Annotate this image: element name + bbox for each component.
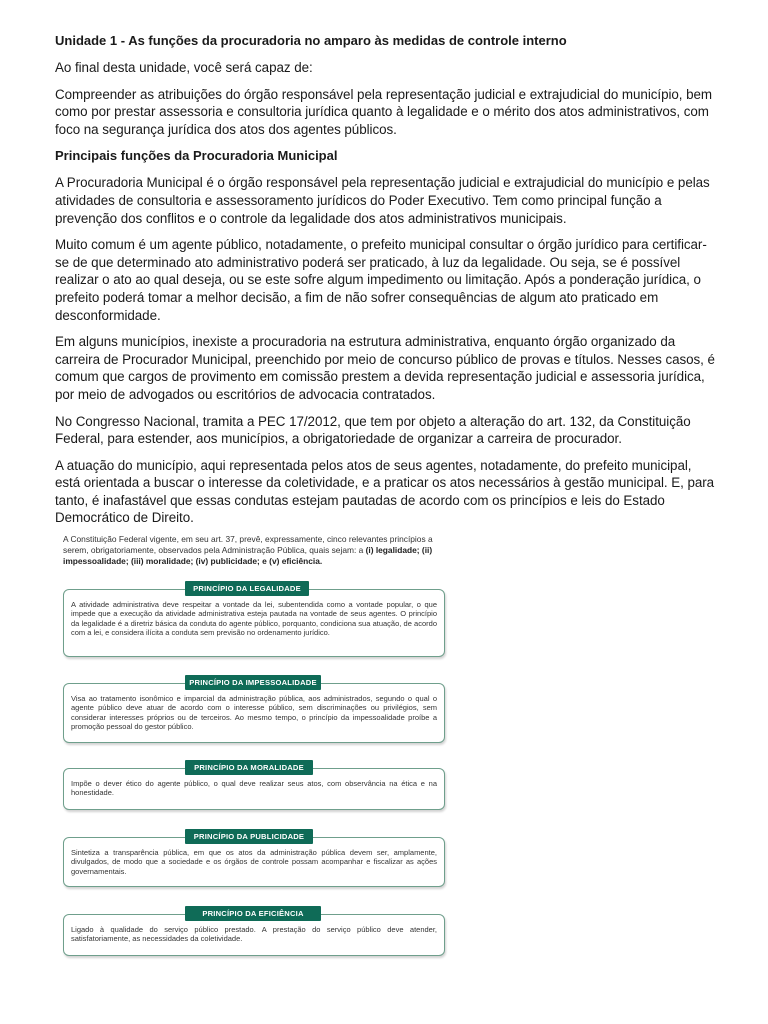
principle-title: PRINCÍPIO DA MORALIDADE (185, 760, 313, 775)
paragraph: Muito comum é um agente público, notadamente, o prefeito municipal consultar o órgão jurídico para certificar-se de que determinado ato administrativo poderá ser praticado, à luz da legalidade. Ou seja, se é possível realizar o ato ao qual deseja, ou se este sofre algum impedimento ou limitação. Após a ponderação jurídica, o prefeito poderá tomar a melhor decisão, a fim de não sofrer consequências de algum ato praticado em desconformidade. (55, 237, 707, 323)
paragraph: No Congresso Nacional, tramita a PEC 17/2012, que tem por objeto a alteração do art. 132, da Constituição Federal, para estender, aos municípios, a obrigatoriedade de organizar a carreira de procurador. (55, 413, 691, 447)
principle-title: PRINCÍPIO DA LEGALIDADE (185, 581, 309, 596)
paragraph: Em alguns municípios, inexiste a procuradoria na estrutura administrativa, enquanto órgão organizado da carreira de Procurador Municipal, preenchido por meio de concurso público de provas e títulos. Nesses casos, é comum que cargos de provimento em comissão prestem a devida representação judicial e assessoria jurídica, por meio de advogados ou escritórios de advocacia contratados. (55, 334, 715, 402)
principle-title: PRINCÍPIO DA PUBLICIDADE (185, 829, 313, 844)
principle-text: Ligado à qualidade do serviço público prestado. A prestação do serviço público deve atender, satisfatoriamente, as necessidades da coletividade. (63, 914, 445, 956)
document-body (55, 32, 715, 536)
unit-title: Unidade 1 - As funções da procuradoria no amparo às medidas de controle interno (55, 33, 567, 48)
paragraph: A atuação do município, aqui representada pelos atos de seus agentes, notadamente, do prefeito municipal, está orientada a buscar o interesse da coletividade, e a praticar os atos necessários à gestão municipal. E, para tanto, é inafastável que essas condutas estejam pautadas de acordo com os princípios e leis do Estado Democrático de Direito. (55, 457, 715, 526)
principle-text: A atividade administrativa deve respeitar a vontade da lei, subentendida como a vontade popular, o que impede que a execução da atividade administrativa esteja pautada na vontade de seus agentes. O princípio da legalidade é a diretriz básica da conduta do agente público, porquanto, condiciona sua atuação, de acordo com a lei, e considera ilícita a conduta sem previsão no ordenamento jurídico. (63, 589, 445, 657)
paragraph: A Procuradoria Municipal é o órgão responsável pela representação judicial e extrajudicial do município e pelas atividades de consultoria e assessoramento jurídicos do Poder Executivo. Tem como principal função a prevenção dos conflitos e o controle da legalidade dos atos administrativos municipais. (55, 175, 710, 226)
figure-intro-principles: (i) legalidade; (ii) impessoalidade; (iii) moralidade; (iv) publicidade; e (v) eficiência. (63, 545, 433, 567)
intro-text: Ao final desta unidade, você será capaz de: (55, 60, 313, 75)
principle-text: Impõe o dever ético do agente público, o qual deve realizar seus atos, com observância na ética e na honestidade. (63, 768, 445, 810)
objective-paragraph: Compreender as atribuições do órgão responsável pela representação judicial e extrajudicial do município, bem como por prestar assessoria e consultoria jurídica quanto à legalidade e o mérito dos atos administrativos, com foco na segurança jurídica dos atos dos agentes públicos. (55, 86, 713, 137)
figure-intro (63, 534, 451, 568)
section-heading: Principais funções da Procuradoria Municipal (55, 148, 338, 164)
principles-figure (57, 534, 449, 959)
principle-title: PRINCÍPIO DA EFICIÊNCIA (185, 906, 321, 921)
figure-intro-text: A Constituição Federal vigente, em seu art. 37, prevê, expressamente, cinco relevantes princípios a serem, obrigatoriamente, observados pela Administração Pública, quais sejam: a (63, 534, 433, 556)
principle-text: Visa ao tratamento isonômico e imparcial da administração pública, aos administrados, segundo o qual o agente público deve atuar de acordo com o interesse público, sem discriminações ou privilégios, sem considerar interesses próprios ou de terceiros. Ao mesmo tempo, o princípio da impessoalidade proíbe a promoção pessoal do gestor público. (63, 683, 445, 743)
principle-title: PRINCÍPIO DA IMPESSOALIDADE (185, 675, 321, 690)
principle-text: Sintetiza a transparência pública, em que os atos da administração pública devem ser, amplamente, divulgados, de modo que a sociedade e os órgãos de controle possam acompanhar e fiscalizar as ações governamentais. (63, 837, 445, 887)
